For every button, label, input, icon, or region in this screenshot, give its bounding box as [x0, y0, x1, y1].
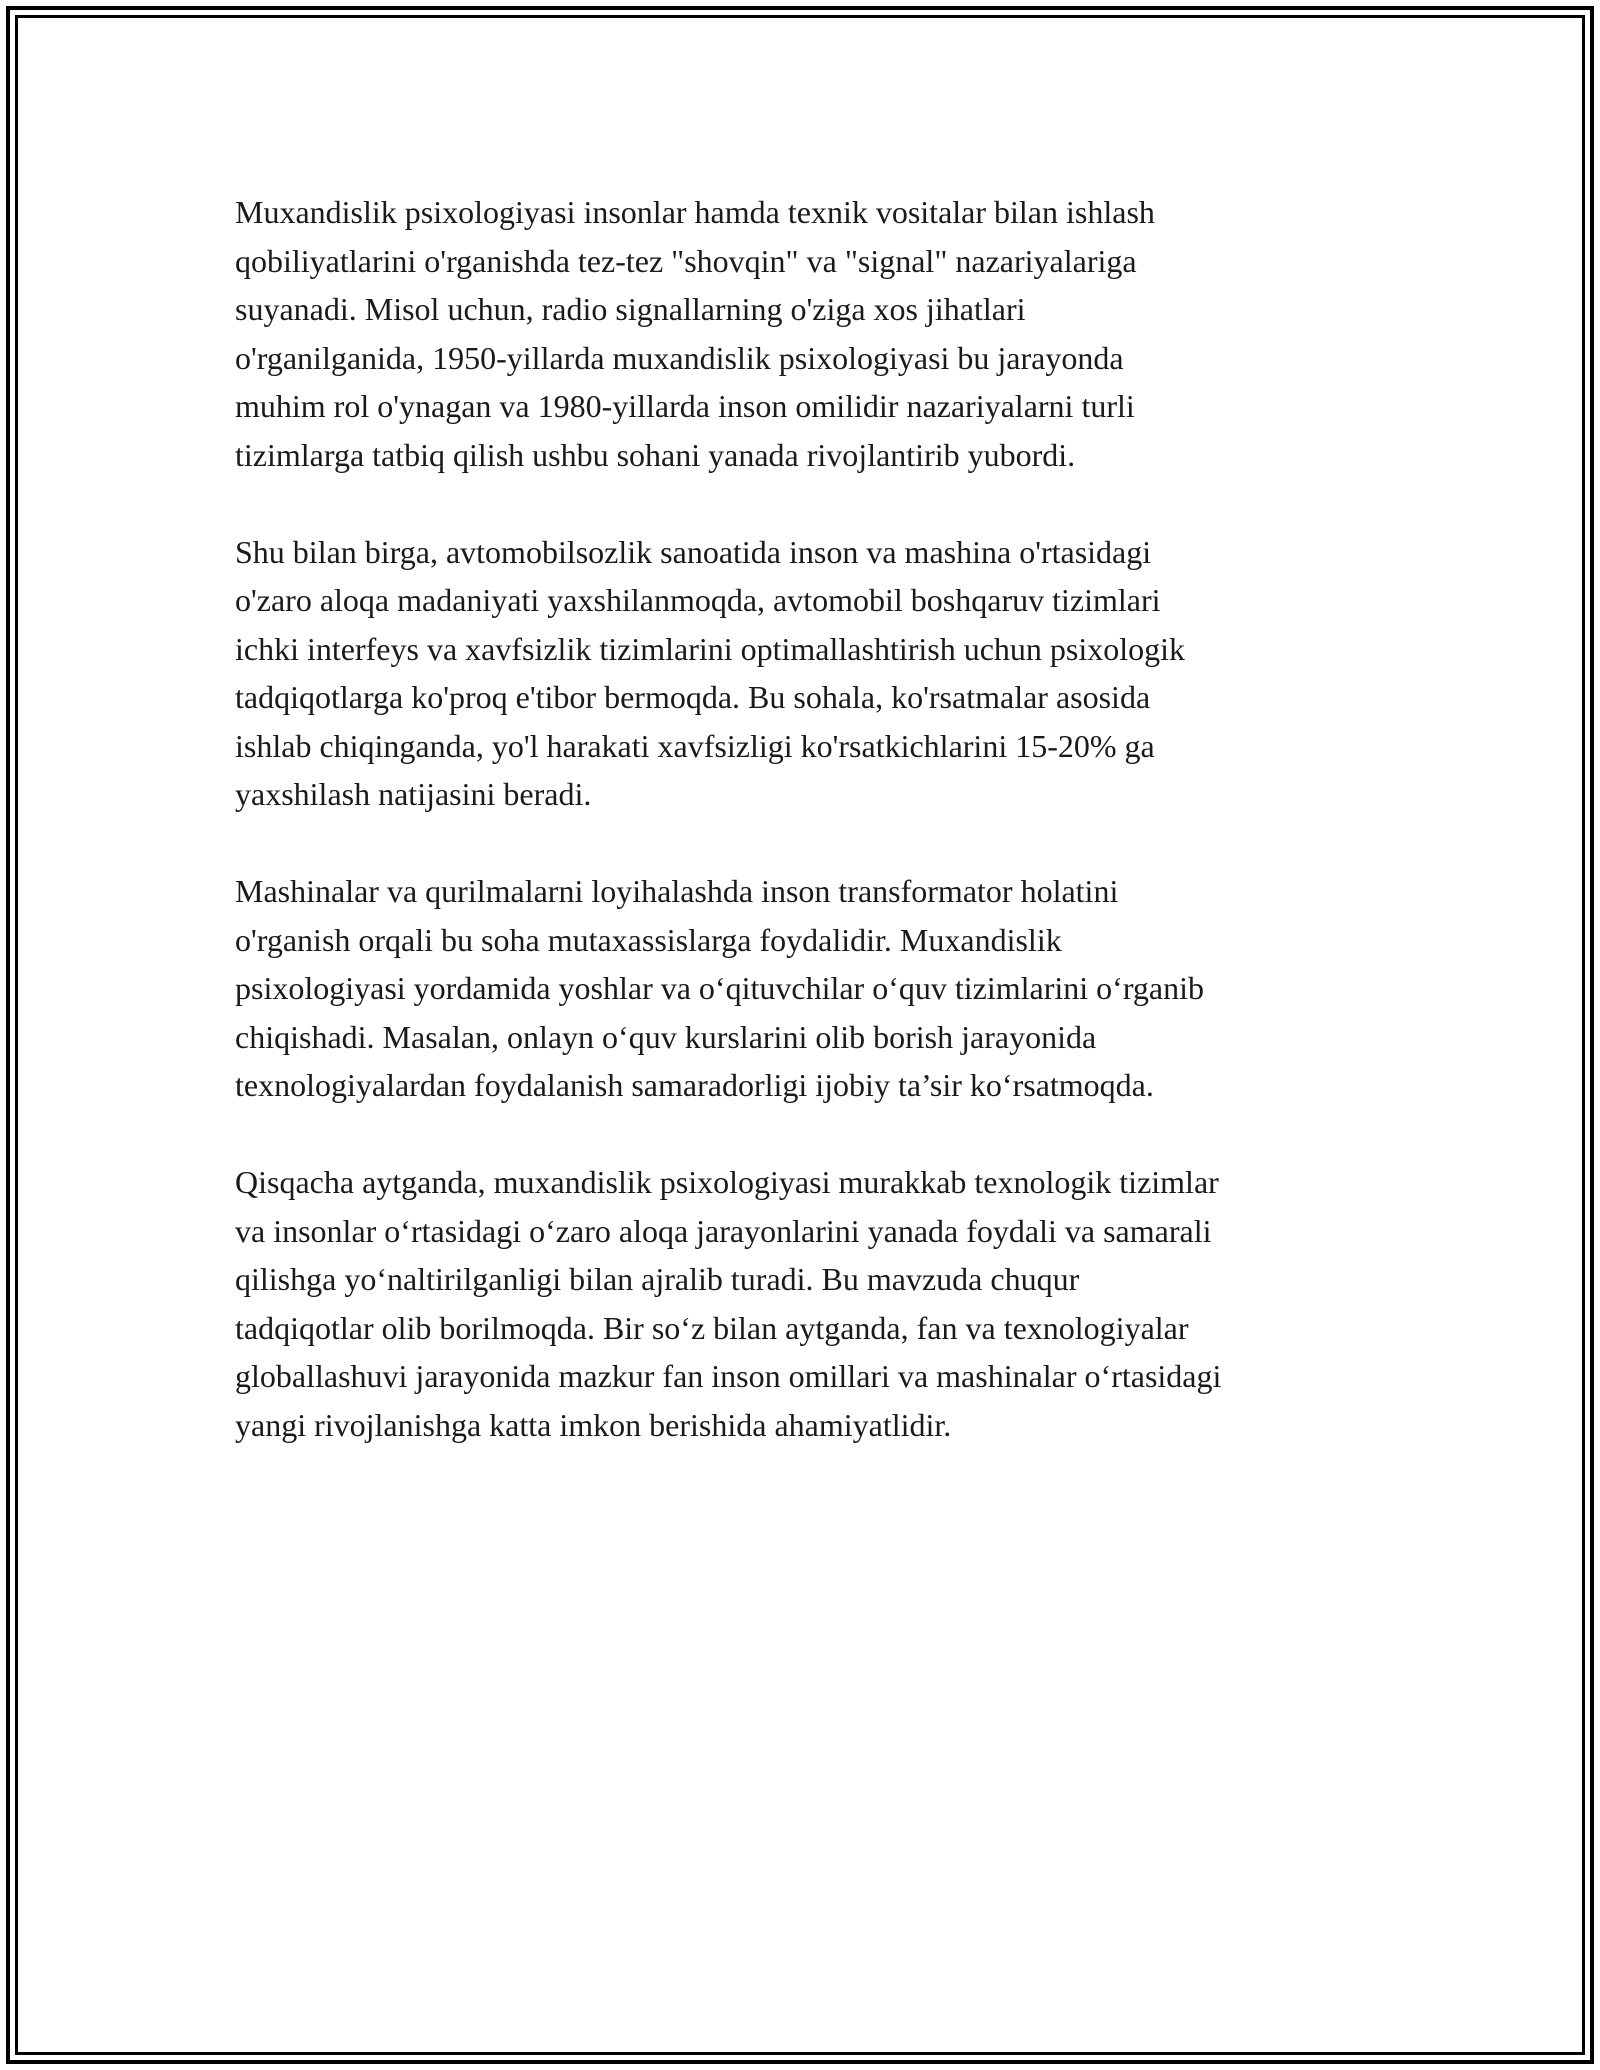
paragraph-4 [235, 1158, 1375, 1449]
text-line: tizimlarga tatbiq qilish ushbu sohani yanada rivojlantirib yubordi. [235, 436, 1076, 473]
text-line: psixologiyasi yordamida yoshlar va o‘qituvchilar o‘quv tizimlarini o‘rganib [235, 970, 1204, 1006]
paragraph-2 [235, 528, 1375, 819]
text-line: Qisqacha aytganda, muxandislik psixologiyasi murakkab texnologik tizimlar [235, 1164, 1219, 1200]
paragraph-1 [235, 188, 1375, 479]
text-line: ichki interfeys va xavfsizlik tizimlarini optimallashtirish uchun psixologik [235, 630, 1186, 667]
text-line: texnologiyalardan foydalanish samaradorligi ijobiy ta’sir ko‘rsatmoqda. [235, 1067, 1154, 1103]
text-line: qilishga yo‘naltirilganligi bilan ajralib turadi. Bu mavzuda chuqur [235, 1261, 1080, 1297]
text-line: tadqiqotlarga ko'proq e'tibor bermoqda. Bu sohala, ko'rsatmalar asosida [235, 679, 1151, 715]
text-line: o'rganilganida, 1950-yillarda muxandislik psixologiyasi bu jarayonda [235, 339, 1124, 376]
text-line: yangi rivojlanishga katta imkon berishida ahamiyatlidir. [235, 1406, 952, 1443]
text-line: globallashuvi jarayonida mazkur fan inson omillari va mashinalar o‘rtasidagi [235, 1358, 1222, 1394]
text-line: ishlab chiqinganda, yo'l harakati xavfsizligi ko'rsatkichlarini 15-20% ga [235, 727, 1155, 764]
text-line: muhim rol o'ynagan va 1980-yillarda inson omilidir nazariyalarni turli [235, 388, 1135, 424]
text-line: qobiliyatlarini o'rganishda tez-tez "shovqin" va "signal" nazariyalariga [235, 242, 1137, 279]
text-line: suyanadi. Misol uchun, radio signallarning o'ziga xos jihatlari [235, 291, 1026, 327]
text-line: Mashinalar va qurilmalarni loyihalashda inson transformator holatini [235, 873, 1119, 909]
text-line: o'zaro aloqa madaniyati yaxshilanmoqda, avtomobil boshqaruv tizimlari [235, 582, 1161, 618]
text-line: o'rganish orqali bu soha mutaxassislarga foydalidir. Muxandislik [235, 921, 1062, 958]
text-line: va insonlar o‘rtasidagi o‘zaro aloqa jarayonlarini yanada foydali va samarali [235, 1212, 1212, 1249]
text-line: yaxshilash natijasini beradi. [235, 776, 592, 812]
paragraph-3 [235, 867, 1375, 1110]
text-line: tadqiqotlar olib borilmoqda. Bir so‘z bilan aytganda, fan va texnologiyalar [235, 1309, 1189, 1346]
document-body [235, 188, 1375, 1498]
text-line: Shu bilan birga, avtomobilsozlik sanoatida inson va mashina o'rtasidagi [235, 533, 1152, 570]
text-line: Muxandislik psixologiyasi insonlar hamda texnik vositalar bilan ishlash [235, 194, 1155, 230]
text-line: chiqishadi. Masalan, onlayn o‘quv kurslarini olib borish jarayonida [235, 1018, 1097, 1055]
